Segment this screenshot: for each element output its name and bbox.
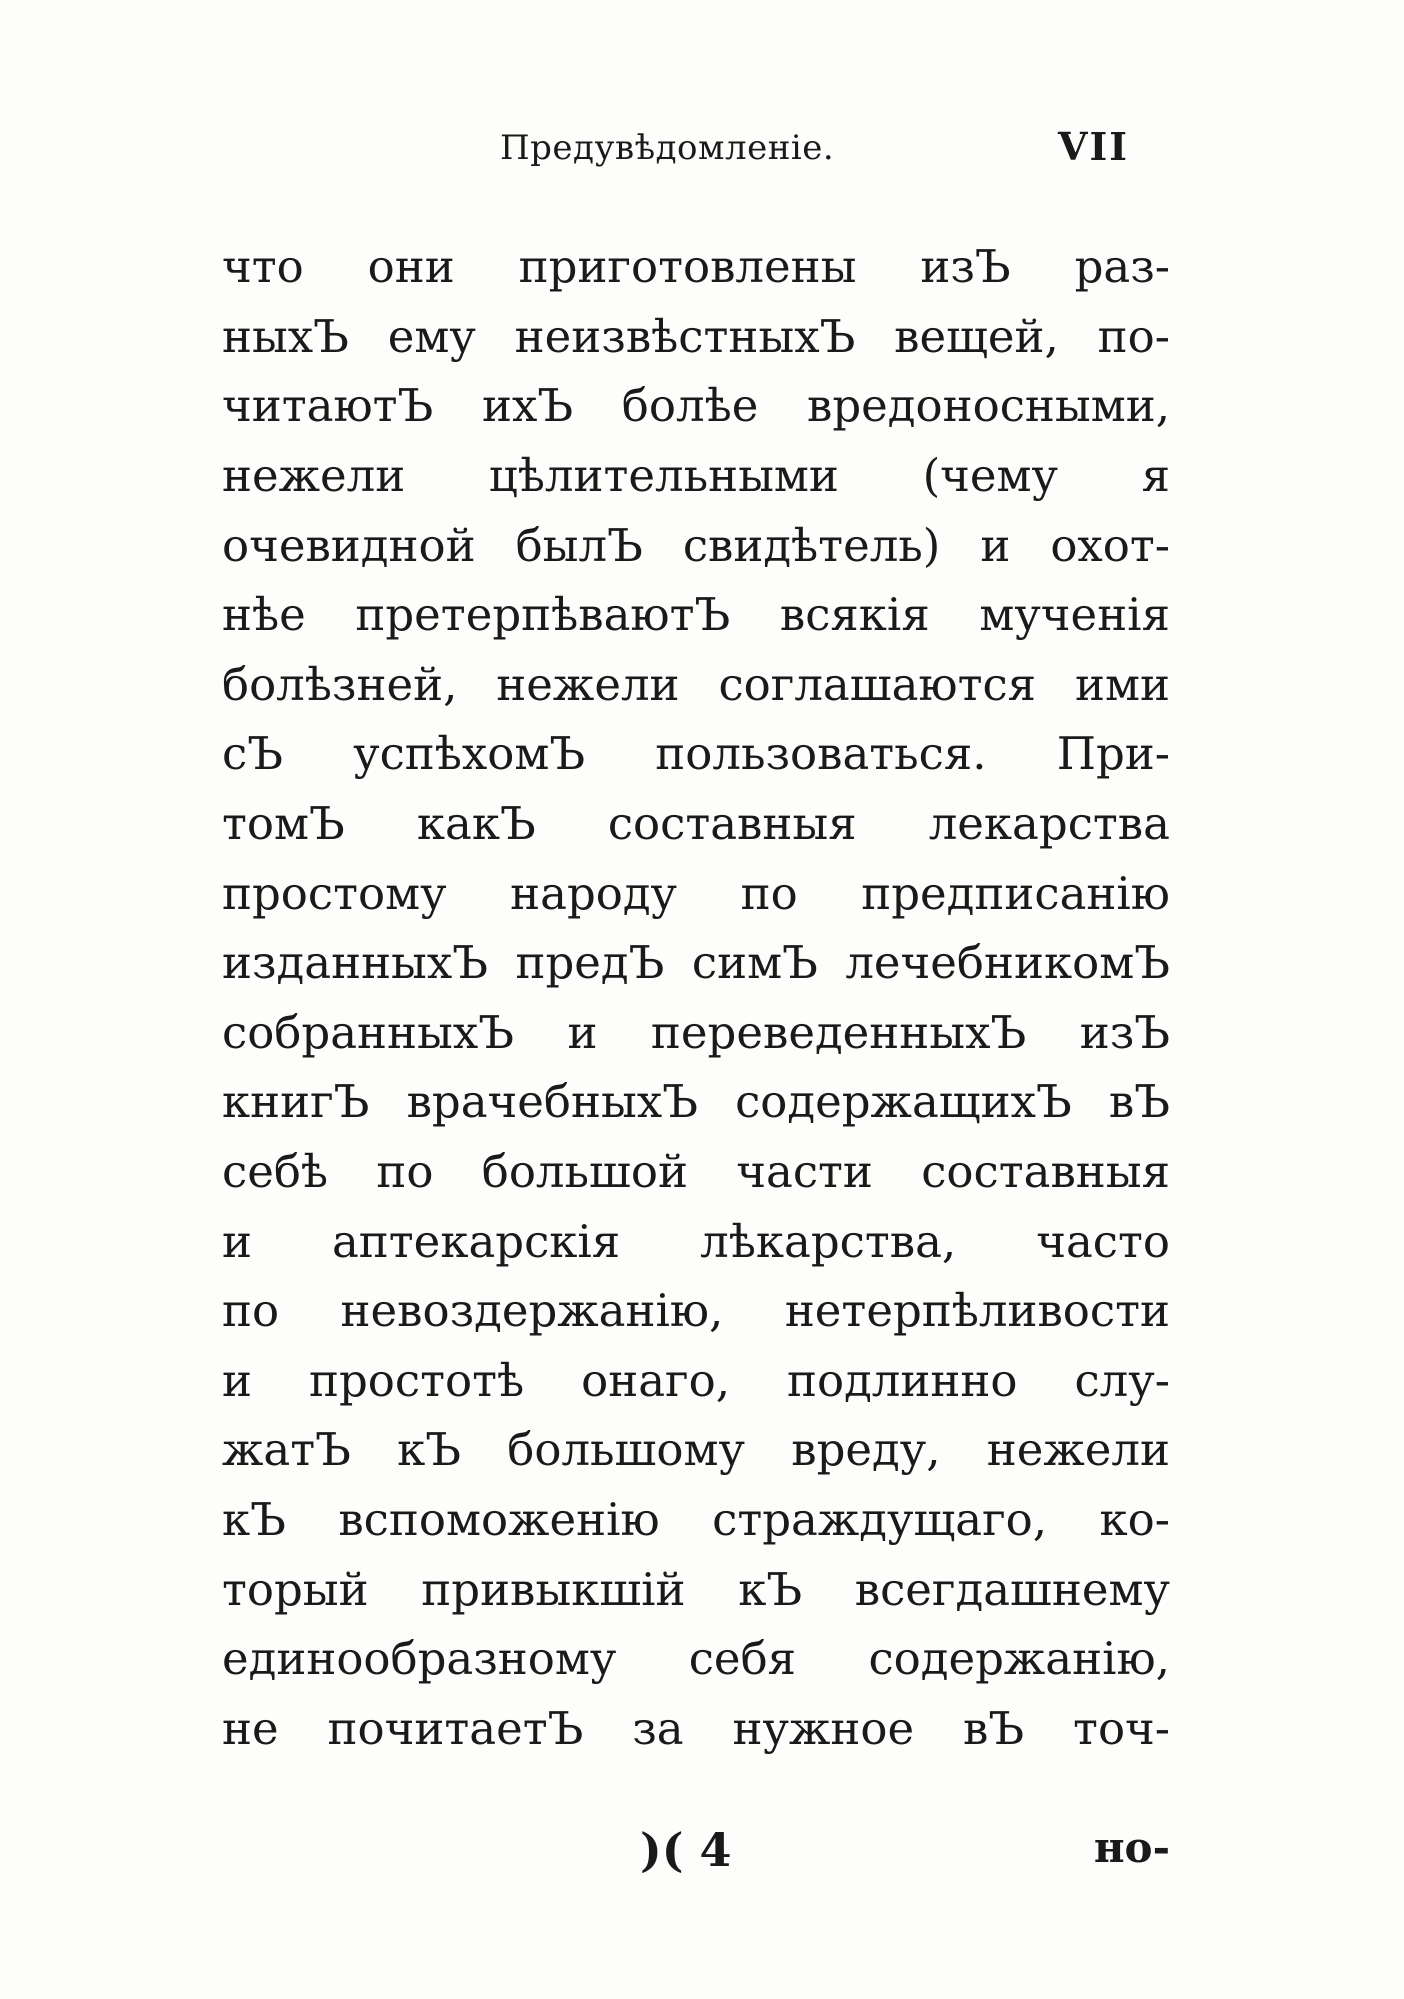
word: лѣкарства, — [700, 1214, 957, 1268]
word: очевидной — [222, 518, 476, 572]
running-head: Предувѣдомленіе. — [500, 128, 835, 168]
text-line — [222, 441, 1170, 511]
word: единообразному — [222, 1632, 617, 1686]
word: томЪ — [222, 797, 345, 851]
word: изЪ — [1079, 1005, 1170, 1059]
word: невоздержанію, — [340, 1284, 724, 1338]
word: ему — [387, 309, 476, 363]
word: собранныхЪ — [222, 1005, 514, 1059]
word: почитаетЪ — [327, 1701, 584, 1755]
word: ихЪ — [481, 379, 574, 433]
word: сЪ — [222, 727, 283, 781]
text-line — [222, 719, 1170, 789]
word: переведенныхЪ — [650, 1005, 1027, 1059]
page-number: VII — [1058, 124, 1130, 169]
word: претерпѣваютЪ — [355, 588, 731, 642]
word: кЪ — [738, 1562, 803, 1616]
word: по- — [1097, 309, 1170, 363]
text-line — [222, 858, 1170, 928]
word: успѣхомЪ — [353, 727, 586, 781]
word: изЪ — [920, 240, 1011, 294]
word: кЪ — [222, 1492, 286, 1546]
text-line — [222, 510, 1170, 580]
word: нежели — [496, 657, 680, 711]
text-line — [222, 928, 1170, 998]
word: кЪ — [397, 1423, 462, 1477]
word: (чему — [922, 449, 1058, 503]
word: лекарства — [928, 797, 1170, 851]
word: ко- — [1099, 1492, 1170, 1546]
text-line — [222, 302, 1170, 372]
word: былЪ — [515, 518, 643, 572]
word: большой — [481, 1145, 688, 1199]
word: охот- — [1050, 518, 1170, 572]
word: раз- — [1074, 240, 1170, 294]
word: содержащихЪ — [735, 1075, 1072, 1129]
word: слу- — [1074, 1353, 1170, 1407]
word: предЪ — [515, 936, 665, 990]
word: цѣлительными — [488, 449, 839, 503]
word: соглашаются — [718, 657, 1037, 711]
word: аптекарскія — [331, 1214, 621, 1268]
word: мученія — [979, 588, 1170, 642]
text-line — [222, 1554, 1170, 1624]
word: точ- — [1073, 1701, 1170, 1755]
word: страждущаго, — [712, 1492, 1048, 1546]
word: болѣе — [621, 379, 759, 433]
printer-signature: )( 4 — [640, 1823, 732, 1877]
word: ныхЪ — [222, 309, 349, 363]
word: себѣ — [222, 1145, 329, 1199]
word: себя — [688, 1632, 797, 1686]
word: жатЪ — [222, 1423, 351, 1477]
word: простому — [222, 866, 447, 920]
word: нежели — [986, 1423, 1170, 1477]
page-footer — [222, 1823, 1170, 1893]
text-line — [222, 1693, 1170, 1763]
word: симЪ — [691, 936, 818, 990]
word: по — [222, 1284, 280, 1338]
word: нѣе — [222, 588, 306, 642]
word: При- — [1056, 727, 1170, 781]
text-line — [222, 1415, 1170, 1485]
text-line — [222, 789, 1170, 859]
text-line — [222, 1206, 1170, 1276]
word: народу — [510, 866, 678, 920]
word: свидѣтель) — [682, 518, 941, 572]
word: содержанію, — [868, 1632, 1170, 1686]
text-line — [222, 998, 1170, 1068]
word: приготовлены — [518, 240, 857, 294]
word: лечебникомЪ — [845, 936, 1170, 990]
word: и — [567, 1005, 598, 1059]
word: нежели — [222, 449, 406, 503]
word: предписанію — [861, 866, 1170, 920]
word: привыкшій — [421, 1562, 686, 1616]
word: по — [740, 866, 798, 920]
word: всегдашнему — [854, 1562, 1170, 1616]
word: простотѣ — [309, 1353, 525, 1407]
word: болѣзней, — [222, 657, 458, 711]
word: ими — [1075, 657, 1170, 711]
word: составныя — [921, 1145, 1170, 1199]
word: что — [222, 240, 304, 294]
word: всякія — [779, 588, 930, 642]
word: вреду, — [791, 1423, 941, 1477]
word: онаго, — [581, 1353, 731, 1407]
text-line — [222, 650, 1170, 720]
word: изданныхЪ — [222, 936, 489, 990]
word: подлинно — [787, 1353, 1018, 1407]
word: нужное — [732, 1701, 915, 1755]
word: я — [1141, 449, 1170, 503]
word: неизвѣстныхЪ — [514, 309, 856, 363]
text-line — [222, 1067, 1170, 1137]
text-line — [222, 1276, 1170, 1346]
word: вещей, — [894, 309, 1059, 363]
word: торый — [222, 1562, 369, 1616]
text-line — [222, 1346, 1170, 1416]
text-line — [222, 1624, 1170, 1694]
catchword: но- — [1093, 1823, 1170, 1872]
word: вспоможенію — [338, 1492, 660, 1546]
word: книгЪ — [222, 1075, 370, 1129]
word: вЪ — [963, 1701, 1025, 1755]
body-text — [222, 232, 1170, 1763]
word: большому — [507, 1423, 745, 1477]
word: врачебныхЪ — [406, 1075, 698, 1129]
word: они — [367, 240, 455, 294]
word: читаютЪ — [222, 379, 434, 433]
text-line — [222, 580, 1170, 650]
word: составныя — [607, 797, 857, 851]
word: за — [632, 1701, 684, 1755]
text-line — [222, 371, 1170, 441]
text-line — [222, 232, 1170, 302]
word: вредоносными, — [807, 379, 1170, 433]
word: по — [376, 1145, 434, 1199]
word: и — [980, 518, 1011, 572]
word: нетерпѣливости — [784, 1284, 1170, 1338]
word: части — [736, 1145, 873, 1199]
word: и — [222, 1214, 252, 1268]
text-line — [222, 1485, 1170, 1555]
word: часто — [1036, 1214, 1170, 1268]
word: вЪ — [1108, 1075, 1170, 1129]
word: и — [222, 1353, 252, 1407]
word: какЪ — [416, 797, 536, 851]
word: не — [222, 1701, 279, 1755]
word: пользоваться. — [655, 727, 987, 781]
text-line — [222, 1137, 1170, 1207]
